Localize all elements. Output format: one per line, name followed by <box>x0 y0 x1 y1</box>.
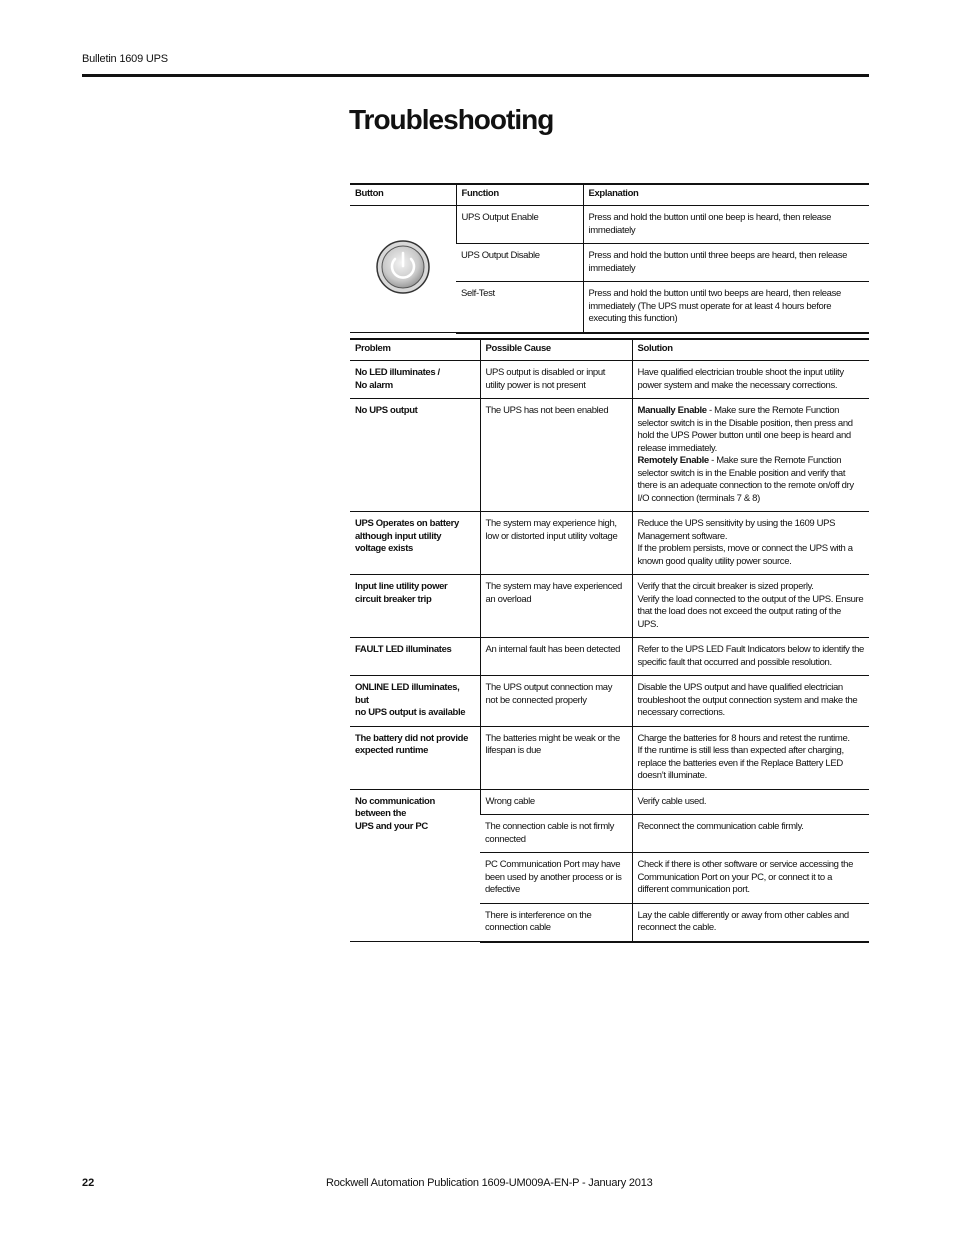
table-row <box>350 361 869 399</box>
cause-cell: The system may experience high, low or distorted input utility voltage <box>480 512 632 575</box>
solution-text: Charge the batteries for 8 hours and retest the runtime. <box>637 732 850 744</box>
cause-cell: PC Communication Port may have been used by another process or is defective <box>480 853 632 904</box>
column-header-solution: Solution <box>632 339 869 361</box>
table-header-row <box>350 339 869 361</box>
problem-cell <box>350 361 480 399</box>
problem-cell <box>350 399 480 512</box>
table-row <box>350 575 869 638</box>
problem-cell <box>350 512 480 575</box>
column-header-explanation: Explanation <box>583 184 869 206</box>
explanation-cell: Press and hold the button until one beep is heard, then release immediately <box>583 206 869 244</box>
solution-cell: Verify cable used. <box>632 789 869 815</box>
solution-label: Manually Enable <box>637 405 707 416</box>
column-header-problem: Problem <box>350 339 480 361</box>
table-row <box>350 789 869 815</box>
explanation-cell: Press and hold the button until two beeps are heard, then release immediately (The UPS must operate for at least 4 hours before executing this function) <box>583 282 869 333</box>
table-row <box>350 399 869 512</box>
problem-cell <box>350 789 480 942</box>
cause-cell: The batteries might be weak or the lifespan is due <box>480 726 632 789</box>
problem-text: UPS Operates on battery <box>355 518 459 529</box>
table-row <box>350 676 869 727</box>
solution-remote <box>638 455 865 505</box>
solution-text: Reduce the UPS sensitivity by using the 1609 UPS Management software. <box>637 518 836 542</box>
table-row <box>350 206 869 244</box>
cause-cell: The UPS has not been enabled <box>480 399 632 512</box>
problem-text: No communication <box>355 795 435 807</box>
solution-label: Remotely Enable <box>637 455 709 466</box>
problem-text: expected runtime <box>355 745 429 756</box>
solution-cell: Lay the cable differently or away from other cables and reconnect the cable. <box>632 903 869 942</box>
problem-text: circuit breaker trip <box>355 593 432 605</box>
cause-cell: UPS output is disabled or input utility power is not present <box>480 361 632 399</box>
cause-cell: Wrong cable <box>480 789 632 815</box>
column-header-function: Function <box>456 184 583 206</box>
column-header-possible-cause: Possible Cause <box>480 339 632 361</box>
solution-cell <box>632 399 869 512</box>
solution-text: - Make sure the Remote Function selector switch is in the Enable position and verify that there is an adequate connection to the remote on/off dry I/O connection (terminals 7 & 8) <box>637 455 854 504</box>
solution-text: Verify the load connected to the output of the UPS. Ensure that the load does not exceed the output rating of the UPS. <box>637 593 864 630</box>
button-function-table <box>350 183 869 334</box>
function-cell: UPS Output Disable <box>456 244 583 282</box>
problem-text: ONLINE LED illuminates, but <box>355 682 460 706</box>
problem-text: No alarm <box>355 379 393 391</box>
cause-cell: The connection cable is not firmly connected <box>480 815 632 853</box>
solution-text: Verify that the circuit breaker is sized properly. <box>637 581 814 592</box>
cause-cell: The UPS output connection may not be connected properly <box>480 676 632 727</box>
problem-cell <box>350 638 480 676</box>
column-header-button: Button <box>350 184 456 206</box>
problem-text: FAULT LED illuminates <box>355 644 452 655</box>
solution-cell: Reconnect the communication cable firmly. <box>632 815 869 853</box>
cause-cell: The system may have experienced an overload <box>480 575 632 638</box>
button-cell <box>350 206 456 333</box>
problem-cell <box>350 676 480 727</box>
solution-cell <box>632 512 869 575</box>
problem-cell <box>350 575 480 638</box>
publication-info: Rockwell Automation Publication 1609-UM009A-EN-P - January 2013 <box>326 1177 653 1189</box>
solution-text: - Make sure the Remote Function selector switch is in the Disable position, then press and hold the UPS Power button until one beep is heard and release immediately. <box>637 405 853 454</box>
solution-cell: Disable the UPS output and have qualified electrician troubleshoot the output connection system and make the necessary corrections. <box>632 676 869 727</box>
problem-text: voltage exists <box>355 543 413 554</box>
cause-cell: There is interference on the connection cable <box>480 903 632 942</box>
page-title: Troubleshooting <box>349 104 554 135</box>
solution-cell <box>632 575 869 638</box>
explanation-cell: Press and hold the button until three beeps are heard, then release immediately <box>583 244 869 282</box>
power-button-icon <box>375 239 431 295</box>
problem-text: although input utility <box>355 530 442 542</box>
problem-text: The battery did not provide <box>355 732 469 744</box>
solution-text: If the problem persists, move or connect the UPS with a known good quality utility power source. <box>637 543 853 567</box>
running-header: Bulletin 1609 UPS <box>82 53 168 65</box>
problem-text: No UPS output <box>355 405 418 416</box>
solution-manual <box>638 405 865 455</box>
solution-cell: Check if there is other software or service accessing the Communication Port on your PC, or connect it to a different communication port. <box>632 853 869 904</box>
troubleshooting-table <box>350 338 869 943</box>
problem-text: between the <box>355 808 407 819</box>
solution-cell: Refer to the UPS LED Fault Indicators below to identify the specific fault that occurred and possible resolution. <box>632 638 869 676</box>
solution-cell <box>632 726 869 789</box>
problem-text: UPS and your PC <box>355 820 428 832</box>
problem-text: Input line utility power <box>355 581 448 592</box>
solution-cell: Have qualified electrician trouble shoot the input utility power system and make the necessary corrections. <box>632 361 869 399</box>
table-header-row <box>350 184 869 206</box>
solution-text: If the runtime is still less than expected after charging, replace the batteries even if the Replace Battery LED doesn’t illuminate. <box>637 745 844 781</box>
page-number: 22 <box>82 1177 95 1189</box>
problem-text: No LED illuminates / <box>355 367 440 378</box>
function-cell: Self-Test <box>456 282 583 333</box>
table-row <box>350 726 869 789</box>
table-row <box>350 512 869 575</box>
table-row <box>350 638 869 676</box>
problem-text: no UPS output is available <box>355 707 466 718</box>
problem-cell <box>350 726 480 789</box>
header-rule <box>82 74 869 77</box>
cause-cell: An internal fault has been detected <box>480 638 632 676</box>
function-cell: UPS Output Enable <box>456 206 583 244</box>
